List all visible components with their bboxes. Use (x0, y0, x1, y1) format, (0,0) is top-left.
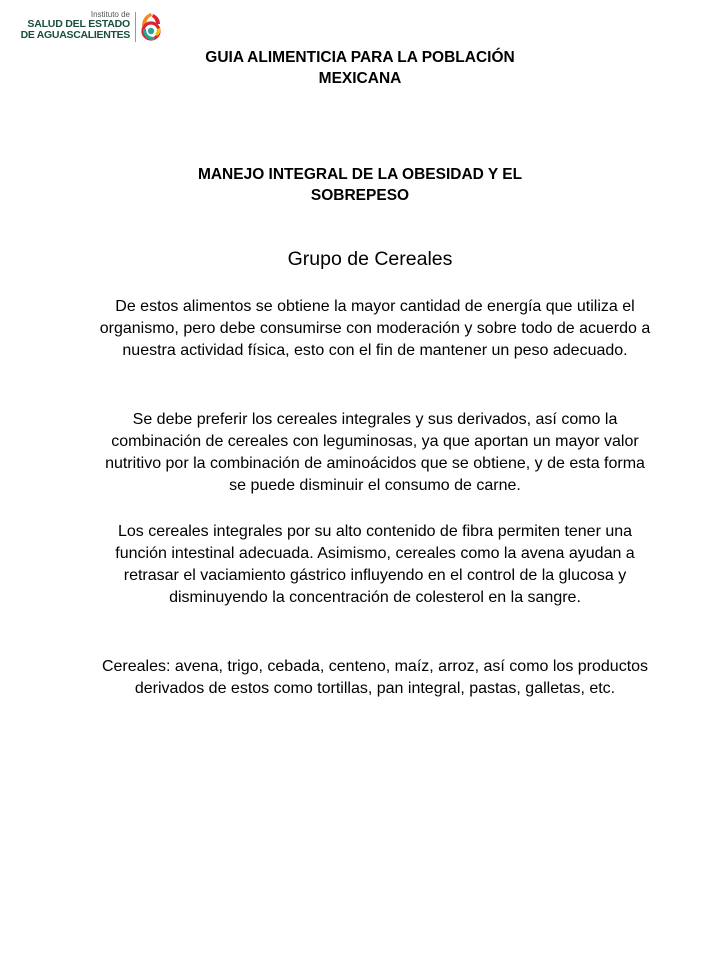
paragraph-integrales: Se debe preferir los cereales integrales y sus derivados, así como la combinación de cereales con leguminosas, ya que aportan un mayor valor nutritivo por la combinación de aminoácidos que se obtiene, y de esta forma se puede disminuir el consumo de carne. (105, 411, 645, 494)
subtitle-line-1: MANEJO INTEGRAL DE LA OBESIDAD Y EL (197, 166, 523, 183)
main-title-line-2: MEXICANA (318, 70, 402, 87)
main-title-line-1: GUIA ALIMENTICIA PARA LA POBLACIÓN (205, 49, 515, 66)
main-title (0, 47, 720, 89)
subtitle-line-2: SOBREPESO (310, 187, 410, 204)
paragraph-energy: De estos alimentos se obtiene la mayor cantidad de energía que utiliza el organismo, pero debe consumirse con moderación y sobre todo de acuerdo a nuestra actividad física, esto con el fin de mantener un peso adecuado. (99, 298, 651, 359)
paragraph-fibra: Los cereales integrales por su alto contenido de fibra permiten tener una función intestinal adecuada. Asimismo, cereales como la avena ayudan a retrasar el vaciamiento gástrico influyendo en el control de la glucosa y disminuyendo la concentración de colesterol en la sangre. (115, 523, 635, 606)
logo-line-1: SALUD DEL ESTADO (27, 18, 130, 30)
logo-line-2: DE AGUASCALIENTES (20, 29, 130, 41)
paragraph-cereales-list: Cereales: avena, trigo, cebada, centeno, maíz, arroz, así como los productos derivados de estos como tortillas, pan integral, pastas, galletas, etc. (101, 658, 649, 697)
logo-text (18, 10, 130, 44)
isea-logo-icon (139, 11, 163, 43)
logo-divider (135, 12, 136, 42)
institution-logo (18, 10, 163, 44)
section-title: Grupo de Cereales (287, 248, 453, 270)
logo-small-text: Instituto de (90, 10, 130, 19)
subtitle (0, 164, 720, 206)
